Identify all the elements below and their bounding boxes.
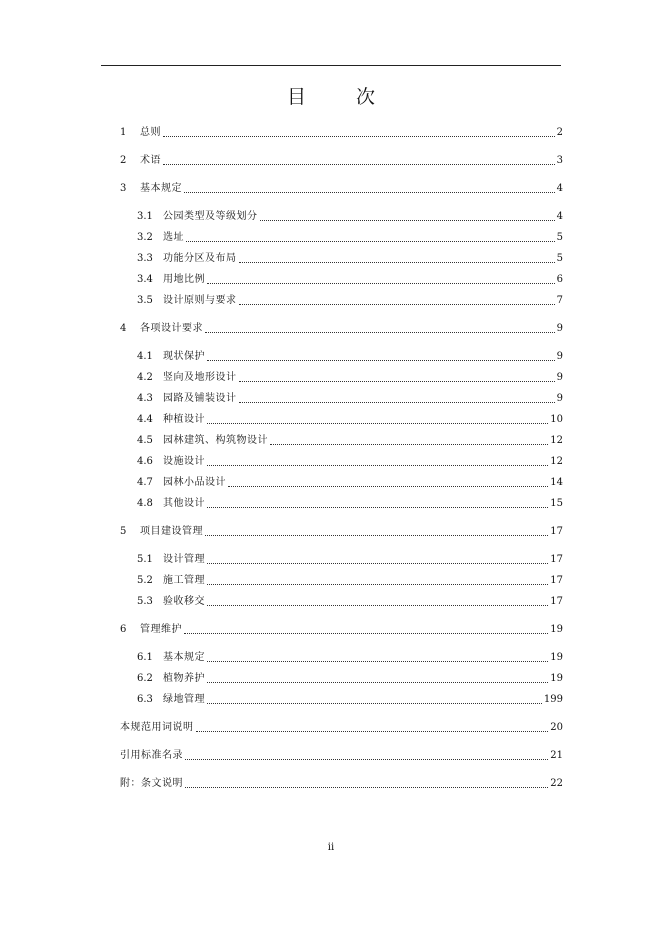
- toc-entry[interactable]: [137, 454, 563, 468]
- toc-entry[interactable]: [120, 776, 563, 790]
- toc-entry-title: 设施设计: [163, 456, 205, 467]
- toc-entry-title: 选址: [163, 232, 184, 243]
- toc-entry-title: 植物养护: [163, 673, 205, 684]
- toc-entry[interactable]: [137, 230, 563, 244]
- toc-entry-title: 施工管理: [163, 575, 205, 586]
- toc-entry-number: 4.8: [137, 498, 153, 509]
- dot-leader: [163, 136, 555, 137]
- toc-entry[interactable]: [120, 181, 563, 195]
- toc-entry-number: 4.6: [137, 456, 153, 467]
- dot-leader: [239, 262, 555, 263]
- toc-entry[interactable]: [137, 391, 563, 405]
- dot-leader: [207, 563, 548, 564]
- toc-entry-number: 3: [120, 183, 127, 194]
- toc-entry-page: 5: [556, 253, 563, 264]
- dot-leader: [205, 535, 548, 536]
- toc-entry-page: 6: [556, 274, 563, 285]
- toc-entry-number: 4.2: [137, 372, 153, 383]
- dot-leader: [239, 381, 555, 382]
- toc-entry-number: 1: [120, 127, 127, 138]
- toc-entry-number: 3.5: [137, 295, 153, 306]
- toc-entry[interactable]: [137, 370, 563, 384]
- toc-entry-page: 17: [550, 575, 563, 586]
- dot-leader: [205, 332, 555, 333]
- toc-entry-page: 17: [550, 596, 563, 607]
- toc-entry[interactable]: [137, 412, 563, 426]
- toc-entry-number: 5.2: [137, 575, 153, 586]
- toc-entry-title: 验收移交: [163, 596, 205, 607]
- toc-entry-page: 21: [550, 750, 563, 761]
- toc-entry-number: 2: [120, 155, 127, 166]
- toc-entry-number: 6.3: [137, 694, 153, 705]
- toc-entry-number: 4.7: [137, 477, 153, 488]
- toc-entry-title: 园林小品设计: [163, 477, 226, 488]
- toc-entry-page: 9: [556, 393, 563, 404]
- toc-entry-page: 17: [550, 554, 563, 565]
- dot-leader: [207, 584, 548, 585]
- toc-entry-page: 7: [556, 295, 563, 306]
- toc-entry-title: 园路及铺装设计: [163, 393, 237, 404]
- toc-entry-number: 6.2: [137, 673, 153, 684]
- toc-entry[interactable]: [120, 524, 563, 538]
- toc-entry[interactable]: [137, 552, 563, 566]
- toc-entry-title: 设计管理: [163, 554, 205, 565]
- toc-entry[interactable]: [137, 272, 563, 286]
- toc-entry-page: 10: [550, 414, 563, 425]
- dot-leader: [207, 661, 548, 662]
- toc-entry-page: 19: [550, 652, 563, 663]
- toc-entry-title: 绿地管理: [163, 694, 205, 705]
- toc-entry-page: 4: [556, 211, 563, 222]
- toc-entry-page: 22: [550, 778, 563, 789]
- toc-entry-page: 9: [556, 351, 563, 362]
- toc-entry[interactable]: [137, 475, 563, 489]
- toc-entry-number: 5.1: [137, 554, 153, 565]
- dot-leader: [184, 192, 555, 193]
- toc-entry[interactable]: [120, 153, 563, 167]
- toc-entry-page: 199: [543, 694, 563, 705]
- toc-entry[interactable]: [137, 496, 563, 510]
- toc-entry-title: 功能分区及布局: [163, 253, 237, 264]
- toc-entry[interactable]: [137, 349, 563, 363]
- toc-entry[interactable]: [137, 573, 563, 587]
- toc-entry-title: 竖向及地形设计: [163, 372, 237, 383]
- dot-leader: [228, 486, 548, 487]
- dot-leader: [207, 703, 542, 704]
- toc-entry[interactable]: [137, 692, 563, 706]
- toc-entry-page: 12: [550, 456, 563, 467]
- dot-leader: [186, 241, 555, 242]
- dot-leader: [207, 465, 548, 466]
- toc-entry-page: 20: [550, 722, 563, 733]
- dot-leader: [207, 605, 548, 606]
- toc-entry-page: 2: [556, 127, 563, 138]
- dot-leader: [270, 444, 548, 445]
- dot-leader: [207, 423, 548, 424]
- toc-entry-number: 4: [120, 323, 127, 334]
- toc-entry-page: 15: [550, 498, 563, 509]
- toc-entry-page: 9: [556, 372, 563, 383]
- toc-entry[interactable]: [137, 209, 563, 223]
- page-number: ii: [327, 842, 335, 853]
- toc-entry-title: 现状保护: [163, 351, 205, 362]
- toc-entry-number: 4.5: [137, 435, 153, 446]
- toc-entry-page: 19: [550, 624, 563, 635]
- toc-entry[interactable]: [137, 251, 563, 265]
- dot-leader: [239, 402, 555, 403]
- toc-entry-title: 项目建设管理: [140, 526, 203, 537]
- toc-entry-page: 19: [550, 673, 563, 684]
- toc-entry[interactable]: [137, 650, 563, 664]
- toc-entry-number: 4.4: [137, 414, 153, 425]
- toc-entry[interactable]: [137, 293, 563, 307]
- toc-entry-number: 4.3: [137, 393, 153, 404]
- dot-leader: [260, 220, 555, 221]
- toc-entry[interactable]: [120, 720, 563, 734]
- toc-entry-title: 引用标准名录: [120, 750, 183, 761]
- dot-leader: [239, 304, 555, 305]
- toc-entry-number: 6.1: [137, 652, 153, 663]
- toc-entry-title: 基本规定: [163, 652, 205, 663]
- toc-entry-page: 4: [556, 183, 563, 194]
- toc-entry-number: 3.3: [137, 253, 153, 264]
- toc-entry-number: 4.1: [137, 351, 153, 362]
- toc-entry-title: 附：条文说明: [120, 778, 183, 789]
- header-rule: [101, 65, 561, 66]
- toc-entry-number: 5.3: [137, 596, 153, 607]
- toc-entry-page: 5: [556, 232, 563, 243]
- toc-entry-title: 术语: [140, 155, 161, 166]
- toc-entry-title: 种植设计: [163, 414, 205, 425]
- toc-entry-number: 5: [120, 526, 127, 537]
- toc-entry-number: 3.1: [137, 211, 153, 222]
- toc-entry[interactable]: [137, 671, 563, 685]
- toc-entry-title: 用地比例: [163, 274, 205, 285]
- dot-leader: [207, 360, 555, 361]
- toc-entry-title: 本规范用词说明: [120, 722, 194, 733]
- toc-entry-title: 各项设计要求: [140, 323, 203, 334]
- toc-entry-title: 设计原则与要求: [163, 295, 237, 306]
- dot-leader: [184, 633, 548, 634]
- toc-entry[interactable]: [137, 594, 563, 608]
- dot-leader: [207, 507, 548, 508]
- dot-leader: [207, 682, 548, 683]
- dot-leader: [185, 759, 548, 760]
- dot-leader: [196, 731, 549, 732]
- toc-entry-page: 9: [556, 323, 563, 334]
- toc-entry-number: 6: [120, 624, 127, 635]
- toc-entry-page: 17: [550, 526, 563, 537]
- toc-entry[interactable]: [120, 125, 563, 139]
- toc-entry[interactable]: [120, 321, 563, 335]
- toc-entry-title: 园林建筑、构筑物设计: [163, 435, 268, 446]
- dot-leader: [185, 787, 548, 788]
- toc-entry[interactable]: [137, 433, 563, 447]
- dot-leader: [207, 283, 555, 284]
- toc-entry-title: 管理维护: [140, 624, 182, 635]
- toc-entry-title: 公园类型及等级划分: [163, 211, 258, 222]
- toc-entry-page: 3: [556, 155, 563, 166]
- toc-entry[interactable]: [120, 622, 563, 636]
- toc-entry-number: 3.4: [137, 274, 153, 285]
- dot-leader: [163, 164, 555, 165]
- toc-entry-page: 14: [550, 477, 563, 488]
- toc-entry[interactable]: [120, 748, 563, 762]
- page-title: 目 次: [286, 86, 398, 108]
- toc-entry-number: 3.2: [137, 232, 153, 243]
- toc-entry-title: 基本规定: [140, 183, 182, 194]
- toc-entry-title: 其他设计: [163, 498, 205, 509]
- toc-entry-title: 总则: [140, 127, 161, 138]
- toc-entry-page: 12: [550, 435, 563, 446]
